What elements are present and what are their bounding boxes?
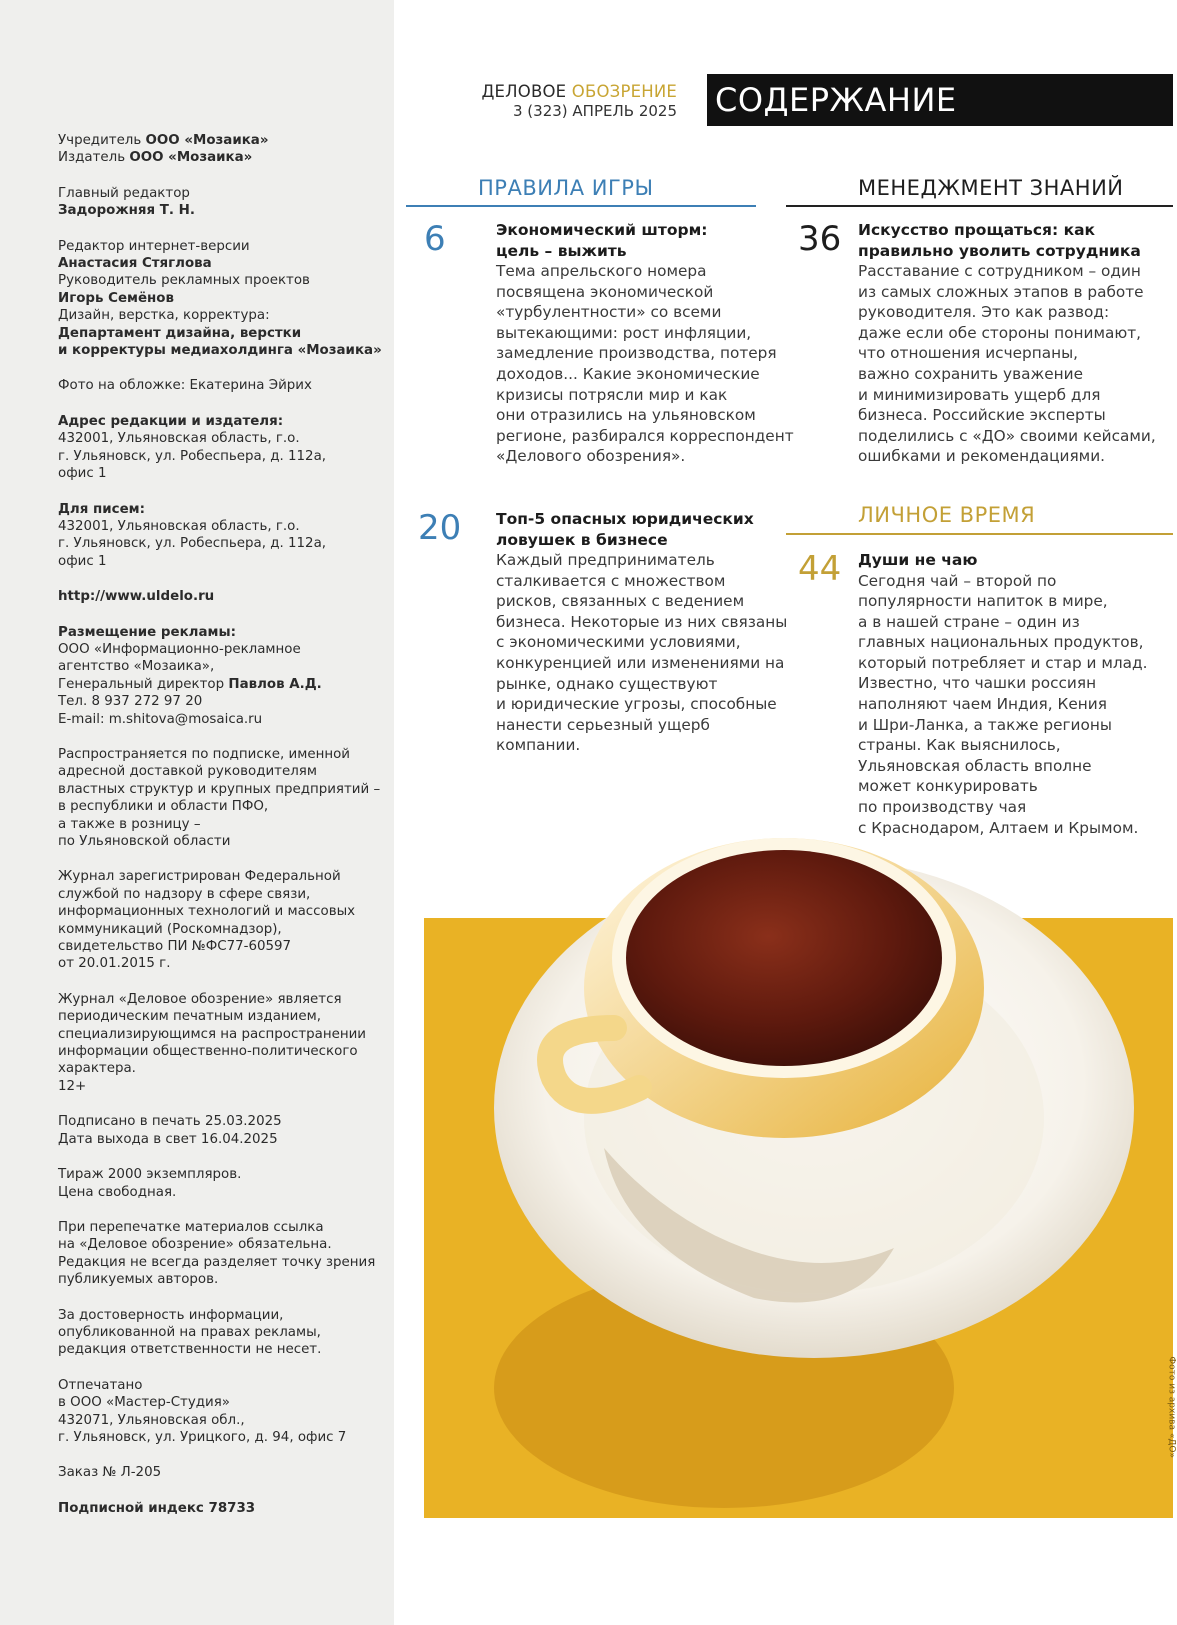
masthead-line	[58, 185, 384, 202]
masthead-text: Руководитель рекламных проектов	[58, 273, 310, 289]
masthead-block	[58, 868, 384, 972]
masthead-text: информационных технологий и массовых	[58, 904, 356, 920]
masthead-text: на «Деловое обозрение» обязательна.	[58, 1237, 332, 1253]
article-description	[496, 261, 794, 467]
masthead-bold-text: Размещение рекламы:	[58, 624, 236, 640]
masthead-block	[58, 1166, 384, 1201]
text-line: и Шри-Ланка, а также регионы	[858, 715, 1112, 734]
masthead-line	[58, 798, 384, 815]
masthead-line	[58, 1464, 384, 1481]
page-number: 6	[424, 219, 446, 259]
masthead-text: в ООО «Мастер-Студия»	[58, 1395, 230, 1411]
page-number: 20	[418, 508, 462, 548]
masthead-line	[58, 202, 384, 219]
masthead-block	[58, 588, 384, 605]
section-personal-time: ЛИЧНОЕ ВРЕМЯ	[858, 503, 1036, 527]
masthead-text: офис 1	[58, 553, 107, 569]
section-rule-dark	[786, 205, 1173, 207]
masthead-line	[58, 1008, 384, 1025]
text-line: с Краснодаром, Алтаем и Крымом.	[858, 818, 1139, 837]
masthead-text: Редакция не всегда разделяет точку зрения	[58, 1254, 376, 1270]
masthead-block	[58, 1219, 384, 1289]
masthead-line	[58, 711, 384, 728]
masthead-text: 432071, Ульяновская обл.,	[58, 1412, 245, 1428]
masthead-line	[58, 833, 384, 850]
text-line: нанести серьезный ущерб	[496, 715, 710, 734]
masthead-line	[58, 553, 384, 570]
text-line: из самых сложных этапов в работе	[858, 282, 1144, 301]
masthead-block	[58, 1464, 384, 1481]
photo-credit: Фото из архива «ДО»	[1167, 1356, 1177, 1458]
masthead-line	[58, 1429, 384, 1446]
text-line: Экономический шторм:	[496, 221, 708, 239]
masthead-text: При перепечатке материалов ссылка	[58, 1219, 324, 1235]
masthead-line	[58, 255, 384, 272]
masthead-line	[58, 1236, 384, 1253]
text-line: главных национальных продуктов,	[858, 633, 1144, 652]
article-title	[858, 220, 1156, 261]
masthead-block	[58, 1307, 384, 1359]
masthead-bold-text: и корректуры медиахолдинга «Мозаика»	[58, 343, 382, 359]
masthead-line	[58, 465, 384, 482]
page-number: 44	[798, 549, 842, 589]
text-line: страны. Как выяснилось,	[858, 736, 1061, 755]
text-line: рынке, однако существуют	[496, 674, 718, 693]
section-rule-blue	[406, 205, 756, 207]
text-line: цель – выжить	[496, 241, 627, 260]
masthead-text: Журнал «Деловое обозрение» является	[58, 991, 342, 1007]
text-line: по производству чая	[858, 798, 1027, 817]
text-line: Искусство прощаться: как	[858, 221, 1096, 239]
masthead-text: от 20.01.2015 г.	[58, 956, 171, 972]
masthead-bold-text: ООО «Мозаика»	[129, 150, 253, 166]
masthead-text: опубликованной на правах рекламы,	[58, 1324, 321, 1340]
text-line: Расставание с сотрудником – один	[858, 262, 1141, 280]
masthead-text: специализирующимся на распространении	[58, 1026, 367, 1042]
masthead-text: свидетельство ПИ №ФС77-60597	[58, 939, 292, 955]
article-description	[858, 571, 1147, 839]
text-line: доходов... Какие экономические	[496, 364, 760, 383]
masthead-line	[58, 1394, 384, 1411]
section-knowledge-management: МЕНЕДЖМЕНТ ЗНАНИЙ	[858, 176, 1124, 200]
masthead-line	[58, 641, 384, 658]
masthead-line	[58, 1184, 384, 1201]
text-line: даже если обе стороны понимают,	[858, 323, 1142, 342]
masthead-text: коммуникаций (Роскомнадзор),	[58, 921, 282, 937]
text-line: они отразились на ульяновском	[496, 406, 756, 425]
masthead-line	[58, 816, 384, 833]
masthead-bold-text: Адрес редакции и издателя:	[58, 413, 284, 429]
magazine-word1: ДЕЛОВОЕ	[481, 82, 567, 101]
masthead-bold-text[interactable]: http://www.uldelo.ru	[58, 589, 215, 605]
text-line: вытекающими: рост инфляции,	[496, 323, 752, 342]
masthead-line	[58, 781, 384, 798]
masthead-line	[58, 149, 384, 166]
masthead-text: Тел. 8 937 272 97 20	[58, 694, 203, 710]
masthead-line	[58, 272, 384, 289]
magazine-word2: ОБОЗРЕНИЕ	[571, 82, 677, 101]
masthead-line	[58, 1166, 384, 1183]
masthead-line	[58, 676, 384, 693]
masthead-block	[58, 1113, 384, 1148]
masthead-line	[58, 921, 384, 938]
text-line: наполняют чаем Индия, Кения	[858, 695, 1107, 714]
masthead-line	[58, 588, 384, 605]
masthead-line	[58, 413, 384, 430]
masthead-text: в республики и области ПФО,	[58, 799, 269, 815]
masthead-line	[58, 430, 384, 447]
masthead-line	[58, 501, 384, 518]
masthead-line	[58, 1412, 384, 1429]
masthead-text: адресной доставкой руководителям	[58, 764, 317, 780]
masthead-text: Отпечатано	[58, 1377, 143, 1393]
masthead-text: публикуемых авторов.	[58, 1272, 219, 1288]
text-line: руководителя. Это как развод:	[858, 303, 1110, 322]
masthead-text: редакция ответственности не несет.	[58, 1342, 322, 1358]
masthead-text: г. Ульяновск, ул. Урицкого, д. 94, офис 7	[58, 1429, 347, 1445]
masthead-line	[58, 693, 384, 710]
masthead-line	[58, 1341, 384, 1358]
contents-title: СОДЕРЖАНИЕ	[707, 74, 1173, 126]
masthead-text: офис 1	[58, 466, 107, 482]
masthead-line	[58, 746, 384, 763]
text-line: Тема апрельского номера	[496, 262, 707, 280]
masthead-line	[58, 1026, 384, 1043]
masthead-line	[58, 1271, 384, 1288]
masthead-line	[58, 1324, 384, 1341]
masthead-block	[58, 501, 384, 571]
masthead-text: ООО «Информационно-рекламное	[58, 641, 301, 657]
masthead-bold-text: Задорожняя Т. Н.	[58, 203, 195, 219]
masthead-line	[58, 535, 384, 552]
masthead-block	[58, 746, 384, 850]
tea-cup-illustration	[424, 918, 1173, 1518]
text-line: может конкурировать	[858, 777, 1038, 796]
text-line: «Делового обозрения».	[496, 447, 686, 466]
masthead-sidebar	[0, 0, 394, 1625]
masthead-text: Дизайн, верстка, корректура:	[58, 308, 270, 324]
text-line: с экономическими условиями,	[496, 633, 741, 652]
masthead-block	[58, 185, 384, 220]
masthead-text: За достоверность информации,	[58, 1307, 284, 1323]
magazine-name	[481, 82, 677, 120]
masthead-text: Учредитель	[58, 133, 146, 148]
masthead-bold-text: Для писем:	[58, 501, 145, 517]
text-line: сталкивается с множеством	[496, 571, 726, 590]
masthead-text: Распространяется по подписке, именной	[58, 746, 350, 762]
masthead-line	[58, 1060, 384, 1077]
masthead-block	[58, 1377, 384, 1447]
masthead-line	[58, 1254, 384, 1271]
masthead-line	[58, 938, 384, 955]
masthead-text: г. Ульяновск, ул. Робеспьера, д. 112а,	[58, 448, 327, 464]
masthead-line	[58, 763, 384, 780]
masthead-text: г. Ульяновск, ул. Робеспьера, д. 112а,	[58, 536, 327, 552]
masthead-block	[58, 624, 384, 728]
text-line: бизнеса. Российские эксперты	[858, 406, 1106, 425]
section-rules-of-game: ПРАВИЛА ИГРЫ	[478, 176, 654, 200]
masthead-text: Журнал зарегистрирован Федеральной	[58, 869, 341, 885]
masthead-text: Фото на обложке: Екатерина Эйрих	[58, 378, 312, 394]
masthead-line	[58, 377, 384, 394]
masthead-line	[58, 325, 384, 342]
masthead-line	[58, 1113, 384, 1130]
text-line: замедление производства, потеря	[496, 344, 777, 363]
masthead-line	[58, 1043, 384, 1060]
text-line: Ульяновская область вполне	[858, 756, 1092, 775]
masthead-line	[58, 1500, 384, 1517]
masthead-text: Генеральный директор	[58, 676, 229, 692]
masthead-text: Главный редактор	[58, 185, 190, 201]
masthead-text: Тираж 2000 экземпляров.	[58, 1167, 242, 1183]
text-line: кризисы потрясли мир и как	[496, 385, 728, 404]
masthead-text: по Ульяновской области	[58, 834, 231, 849]
text-line: ошибками и рекомендациями.	[858, 447, 1106, 466]
text-line: конкуренцией или изменениями на	[496, 653, 785, 672]
text-line: Известно, что чашки россиян	[858, 674, 1097, 693]
article-title	[858, 550, 1147, 571]
masthead-text: Подписано в печать 25.03.2025	[58, 1114, 282, 1130]
masthead-block	[58, 413, 384, 483]
masthead-text: E-mail: m.shitova@mosaica.ru	[58, 711, 263, 727]
masthead-line	[58, 955, 384, 972]
text-line: и юридические угрозы, способные	[496, 695, 777, 714]
masthead-line	[58, 448, 384, 465]
text-line: и минимизировать ущерб для	[858, 385, 1101, 404]
masthead-block	[58, 1500, 384, 1517]
masthead-block	[58, 991, 384, 1095]
article-description	[496, 550, 787, 756]
masthead-text: 432001, Ульяновская область, г.о.	[58, 518, 300, 534]
text-line: «турбулентности» со всеми	[496, 303, 722, 322]
masthead-line	[58, 238, 384, 255]
tea	[626, 850, 942, 1066]
text-line: компании.	[496, 736, 581, 755]
masthead-block	[58, 132, 384, 167]
text-line: Каждый предприниматель	[496, 551, 715, 569]
article-title	[496, 220, 794, 261]
text-line: Сегодня чай – второй по	[858, 571, 1057, 590]
article-title	[496, 509, 787, 550]
masthead-text: властных структур и крупных предприятий –	[58, 781, 381, 797]
tea-cup-photo	[424, 918, 1177, 1518]
masthead-text: а также в розницу –	[58, 816, 201, 832]
masthead-text: Дата выхода в свет 16.04.2025	[58, 1131, 278, 1147]
masthead-line	[58, 1219, 384, 1236]
masthead-line	[58, 868, 384, 885]
masthead-text: характера.	[58, 1061, 136, 1077]
page-number: 36	[798, 219, 842, 259]
masthead-line	[58, 658, 384, 675]
masthead-text: информации общественно-политического	[58, 1044, 358, 1060]
masthead-bold-text: Игорь Семёнов	[58, 290, 174, 306]
text-line: Топ-5 опасных юридических	[496, 510, 754, 528]
masthead-text: агентство «Мозаика»,	[58, 659, 215, 675]
text-line: важно сохранить уважение	[858, 364, 1084, 383]
masthead-line	[58, 342, 384, 359]
masthead-line	[58, 1078, 384, 1095]
text-line: рисков, связанных с ведением	[496, 592, 745, 611]
article-description	[858, 261, 1156, 467]
masthead-text: Цена свободная.	[58, 1184, 177, 1200]
masthead-text: Редактор интернет-версии	[58, 238, 250, 254]
masthead-text: Издатель	[58, 150, 130, 166]
masthead-line	[58, 290, 384, 307]
masthead-line	[58, 624, 384, 641]
masthead-text: службой по надзору в сфере связи,	[58, 886, 311, 902]
text-line: Души не чаю	[858, 551, 978, 569]
masthead-line	[58, 1377, 384, 1394]
masthead-line	[58, 307, 384, 324]
masthead-line	[58, 1307, 384, 1324]
text-line: регионе, разбирался корреспондент	[496, 426, 794, 445]
masthead-text: периодическим печатным изданием,	[58, 1009, 321, 1025]
masthead-text: 12+	[58, 1078, 87, 1094]
masthead-bold-text: Анастасия Стяглова	[58, 256, 212, 272]
text-line: что отношения исчерпаны,	[858, 344, 1079, 363]
masthead-line	[58, 886, 384, 903]
text-line: посвящена экономической	[496, 282, 714, 301]
masthead-bold-text: ООО «Мозаика»	[145, 133, 269, 148]
text-line: который потребляет и стар и млад.	[858, 653, 1148, 672]
section-rule-gold	[786, 533, 1173, 535]
masthead-block	[58, 377, 384, 394]
text-line: бизнеса. Некоторые из них связаны	[496, 612, 788, 631]
masthead-line	[58, 991, 384, 1008]
text-line: ловушек в бизнесе	[496, 530, 668, 549]
masthead-text: Заказ № Л-205	[58, 1465, 162, 1481]
masthead-bold-text: Подписной индекс 78733	[58, 1500, 256, 1516]
masthead-line	[58, 903, 384, 920]
masthead-block	[58, 238, 384, 360]
text-line: популярности напиток в мире,	[858, 592, 1108, 611]
masthead-text: 432001, Ульяновская область, г.о.	[58, 431, 300, 447]
text-line: правильно уволить сотрудника	[858, 241, 1141, 260]
masthead-line	[58, 1131, 384, 1148]
text-line: поделились с «ДО» своими кейсами,	[858, 426, 1156, 445]
masthead-line	[58, 518, 384, 535]
masthead-bold-text: Павлов А.Д.	[228, 676, 322, 692]
masthead-bold-text: Департамент дизайна, верстки	[58, 325, 302, 341]
issue-number: 3 (323) АПРЕЛЬ 2025	[513, 102, 677, 120]
text-line: а в нашей стране – один из	[858, 612, 1080, 631]
masthead-line	[58, 132, 384, 149]
